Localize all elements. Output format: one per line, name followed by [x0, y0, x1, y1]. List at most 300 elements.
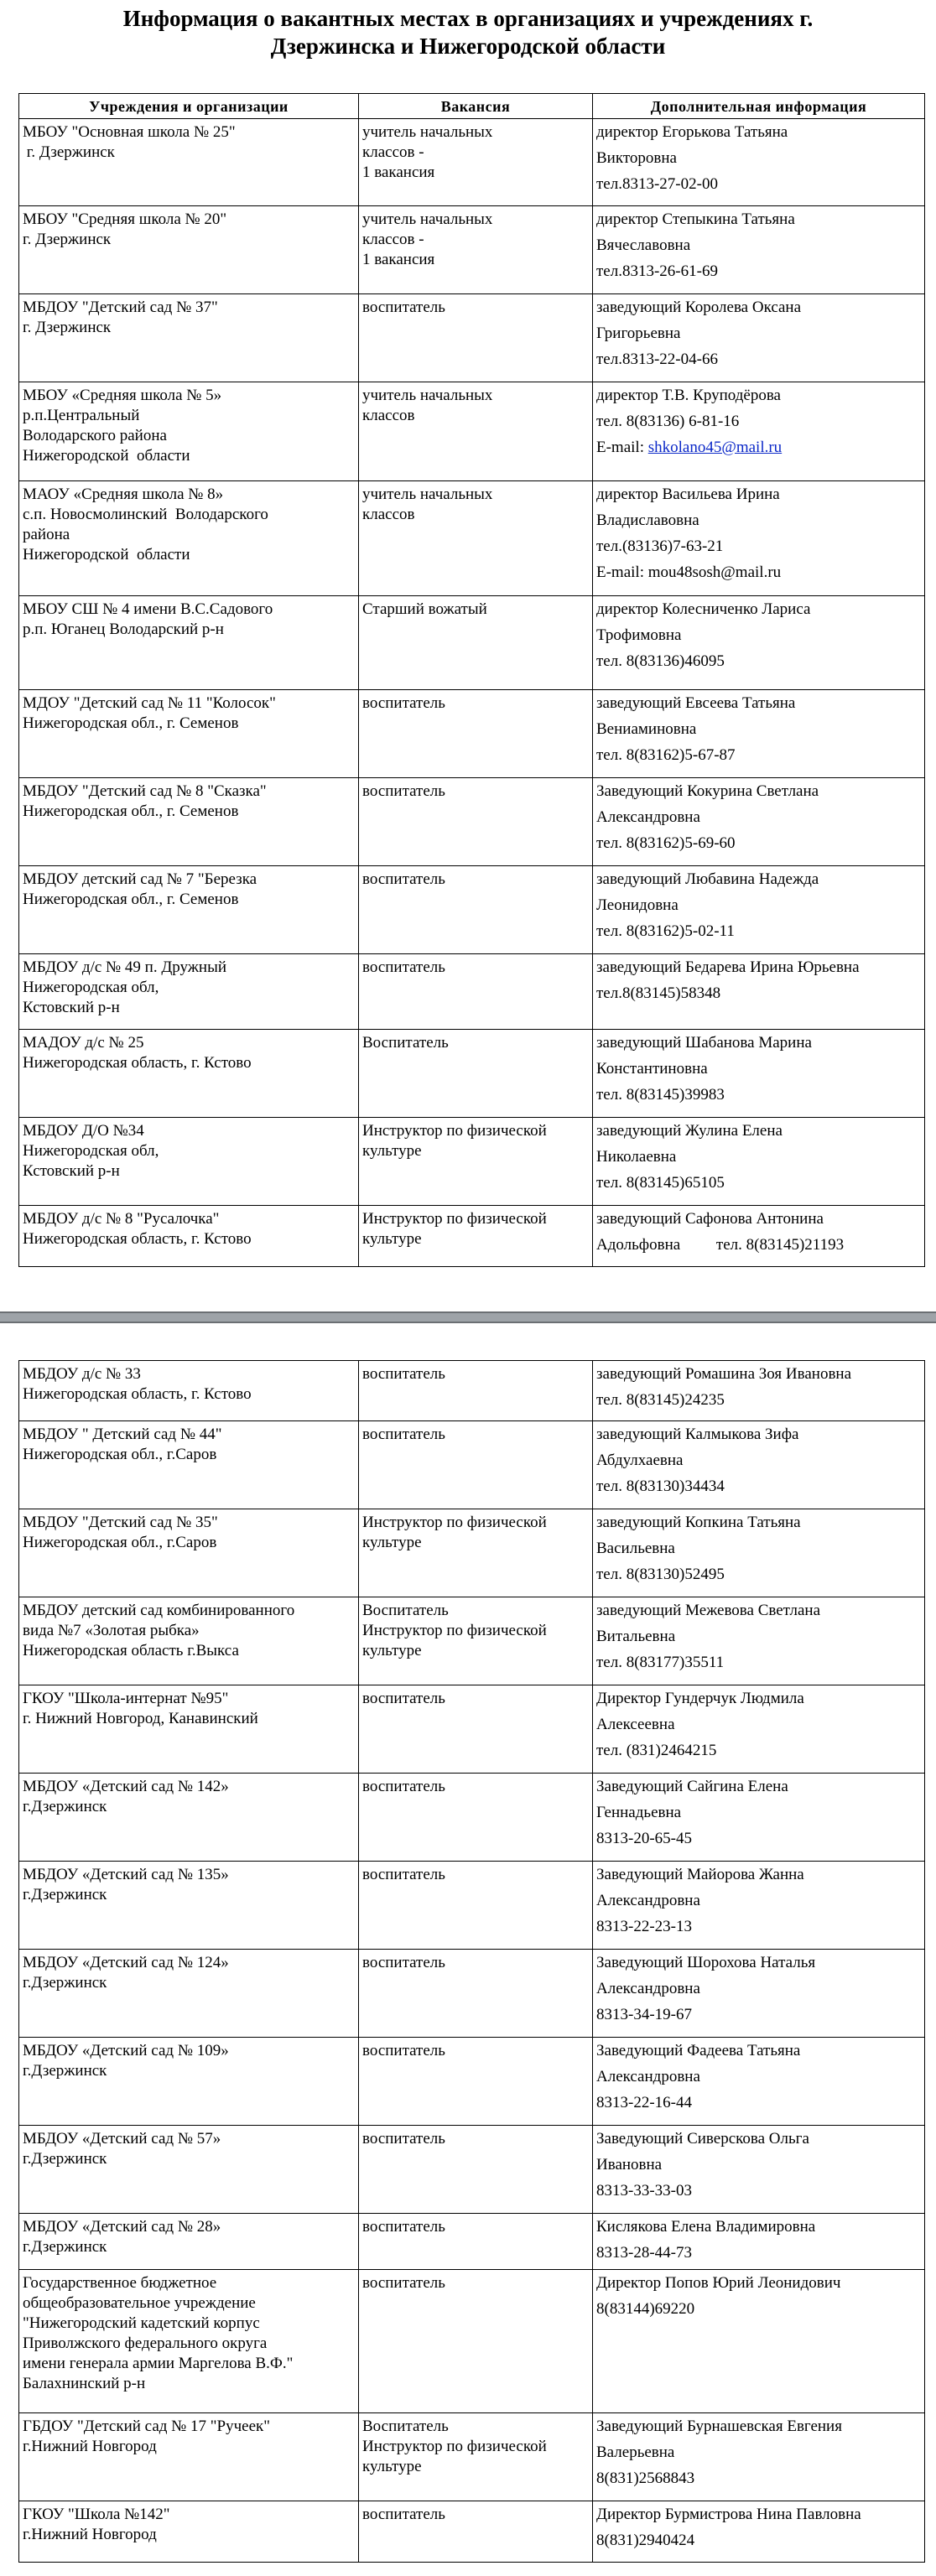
- info-line: заведующий Сафонова Антонина: [596, 1210, 824, 1228]
- vacancy-line: 1 вакансия: [362, 164, 435, 181]
- info-cell: [593, 1118, 925, 1206]
- vacancy-line: воспитатель: [362, 1866, 445, 1883]
- vacancy-line: воспитатель: [362, 299, 445, 316]
- info-line: 8313-34-19-67: [596, 2006, 692, 2023]
- org-line: Нижегородская область, г. Кстово: [23, 1230, 252, 1248]
- info-line: Директор Попов Юрий Леонидович: [596, 2274, 841, 2292]
- org-cell: [19, 2126, 359, 2214]
- info-line: Заведующий Кокурина Светлана: [596, 782, 819, 800]
- info-line: заведующий Ромашина Зоя Ивановна: [596, 1365, 852, 1383]
- org-cell: [19, 1509, 359, 1597]
- vacancy-line: культуре: [362, 2458, 422, 2475]
- info-cell: [593, 294, 925, 382]
- org-line: г. Нижний Новгород, Канавинский: [23, 1710, 258, 1727]
- vacancy-line: воспитатель: [362, 1690, 445, 1707]
- org-cell: [19, 119, 359, 206]
- vacancy-cell: [359, 1361, 593, 1421]
- info-line: тел.8313-22-04-66: [596, 351, 718, 368]
- table-row: [19, 1862, 925, 1950]
- info-line: 8(83144)69220: [596, 2300, 695, 2318]
- org-line: г.Дзержинск: [23, 2150, 107, 2168]
- info-line: Александровна: [596, 1980, 700, 1997]
- table-row: [19, 119, 925, 206]
- org-line: Нижегородская область, г. Кстово: [23, 1054, 252, 1072]
- info-line: 8(831)2940424: [596, 2532, 695, 2549]
- org-cell: [19, 1950, 359, 2038]
- info-line: Ивановна: [596, 2156, 663, 2174]
- org-line: г.Дзержинск: [23, 1974, 107, 1992]
- org-cell: [19, 1118, 359, 1206]
- vacancy-line: Воспитатель: [362, 1034, 449, 1052]
- info-line: Витальевна: [596, 1628, 676, 1645]
- org-line: г.Дзержинск: [23, 1886, 107, 1903]
- info-line: заведующий Межевова Светлана: [596, 1602, 821, 1619]
- vacancy-cell: [359, 1597, 593, 1685]
- org-cell: [19, 1361, 359, 1421]
- table-header-row: [19, 94, 925, 119]
- email-link[interactable]: shkolano45@mail.ru: [647, 439, 783, 456]
- org-line: МБОУ "Основная школа № 25": [23, 123, 236, 141]
- vacancy-table-part-1: [18, 93, 925, 1267]
- org-line: МБДОУ «Детский сад № 124»: [23, 1954, 229, 1971]
- vacancy-table-part-2: [18, 1360, 925, 2563]
- info-line: заведующий Евсеева Татьяна: [596, 694, 796, 712]
- table-row: [19, 294, 925, 382]
- vacancy-line: воспитатель: [362, 1778, 445, 1795]
- org-line: Нижегородская обл., г. Семенов: [23, 714, 239, 732]
- vacancy-line: Воспитатель: [362, 2418, 449, 2435]
- org-line: Нижегородская область, г. Кстово: [23, 1385, 252, 1403]
- vacancy-line: Инструктор по физической: [362, 1514, 547, 1531]
- info-line: Васильевна: [596, 1540, 675, 1557]
- vacancy-line: 1 вакансия: [362, 251, 435, 268]
- info-line: директор Колесниченко Лариса: [596, 600, 811, 618]
- info-line: Константиновна: [596, 1060, 708, 1078]
- org-cell: [19, 866, 359, 954]
- info-cell: [593, 382, 925, 481]
- info-line: заведующий Королева Оксана: [596, 299, 802, 316]
- info-cell: [593, 1421, 925, 1509]
- info-cell: [593, 2126, 925, 2214]
- info-line: тел. 8(83145)65105: [596, 1174, 725, 1192]
- org-line: Нижегородская обл., г.Саров: [23, 1446, 217, 1463]
- table-row: [19, 1118, 925, 1206]
- org-cell: [19, 2413, 359, 2501]
- table-row: [19, 2501, 925, 2563]
- info-line: Трофимовна: [596, 626, 682, 644]
- info-line: Адольфовна тел. 8(83145)21193: [596, 1236, 845, 1254]
- table-row: [19, 1950, 925, 2038]
- table-row: [19, 206, 925, 294]
- table-row: [19, 778, 925, 866]
- vacancy-line: классов -: [362, 143, 424, 161]
- vacancy-cell: [359, 1421, 593, 1509]
- info-line: Алексеевна: [596, 1716, 675, 1733]
- info-line: 8313-22-23-13: [596, 1918, 692, 1935]
- org-line: Нижегородская обл., г. Семенов: [23, 802, 239, 820]
- info-line: Владиславовна: [596, 512, 699, 529]
- vacancy-line: воспитатель: [362, 2274, 445, 2292]
- org-line: МБДОУ детский сад № 7 "Березка: [23, 870, 257, 888]
- org-line: г. Дзержинск: [23, 143, 115, 161]
- vacancy-line: культуре: [362, 1642, 422, 1659]
- info-line: тел.8(83145)58348: [596, 984, 721, 1002]
- org-line: г.Нижний Новгород: [23, 2526, 157, 2543]
- vacancy-line: воспитатель: [362, 1365, 445, 1383]
- vacancy-cell: [359, 1118, 593, 1206]
- org-line: Кстовский р-н: [23, 1162, 120, 1180]
- info-cell: [593, 2038, 925, 2126]
- info-line: тел. 8(83130)52495: [596, 1566, 725, 1583]
- title-line-2: Дзержинска и Нижегородской области: [270, 34, 666, 59]
- org-line: МБДОУ " Детский сад № 44": [23, 1426, 222, 1443]
- vacancy-line: воспитатель: [362, 958, 445, 976]
- table-row: [19, 866, 925, 954]
- info-cell: [593, 1361, 925, 1421]
- org-cell: [19, 778, 359, 866]
- vacancy-line: Инструктор по физической: [362, 1122, 547, 1140]
- info-line: тел. 8(83145)24235: [596, 1391, 725, 1409]
- vacancy-cell: [359, 1774, 593, 1862]
- info-line: директор Т.В. Круподёрова: [596, 387, 781, 404]
- org-line: Нижегородская обл., г.Саров: [23, 1534, 217, 1551]
- info-line: 8313-28-44-73: [596, 2244, 692, 2262]
- vacancy-cell: [359, 382, 593, 481]
- org-cell: [19, 1206, 359, 1267]
- info-line: Заведующий Майорова Жанна: [596, 1866, 804, 1883]
- vacancy-line: Инструктор по физической: [362, 1210, 547, 1228]
- info-line: Викторовна: [596, 149, 677, 167]
- org-line: МБОУ "Средняя школа № 20": [23, 210, 227, 228]
- info-line: Николаевна: [596, 1148, 677, 1166]
- info-cell: [593, 1774, 925, 1862]
- org-line: р.п. Юганец Володарский р-н: [23, 621, 224, 638]
- vacancy-cell: [359, 2214, 593, 2270]
- org-line: Кстовский р-н: [23, 999, 120, 1016]
- info-line: тел. 8(83136) 6-81-16: [596, 413, 740, 430]
- vacancy-line: воспитатель: [362, 2130, 445, 2148]
- vacancy-line: Инструктор по физической: [362, 2438, 547, 2455]
- email-line: [596, 434, 921, 460]
- org-cell: [19, 1421, 359, 1509]
- info-cell: [593, 2270, 925, 2413]
- info-line: Александровна: [596, 2068, 700, 2085]
- vacancy-line: Инструктор по физической: [362, 1622, 547, 1639]
- vacancy-cell: [359, 206, 593, 294]
- org-line: МАОУ «Средняя школа № 8»: [23, 486, 224, 503]
- org-line: МБДОУ «Детский сад № 142»: [23, 1778, 229, 1795]
- vacancy-line: воспитатель: [362, 2506, 445, 2523]
- page-break-divider: [0, 1311, 936, 1323]
- info-cell: [593, 119, 925, 206]
- vacancy-cell: [359, 2413, 593, 2501]
- org-line: "Нижегородский кадетский корпус: [23, 2314, 260, 2332]
- vacancy-cell: [359, 954, 593, 1030]
- table-row: [19, 2126, 925, 2214]
- email-prefix: E-mail:: [596, 439, 648, 456]
- info-cell: [593, 1950, 925, 2038]
- info-line: Валерьевна: [596, 2444, 675, 2461]
- info-line: заведующий Шабанова Марина: [596, 1034, 812, 1052]
- info-line: тел. 8(83136)46095: [596, 652, 725, 670]
- table-row: [19, 481, 925, 596]
- org-cell: [19, 2270, 359, 2413]
- header-org: Учреждения и организации: [19, 94, 359, 119]
- org-line: МБДОУ Д/О №34: [23, 1122, 144, 1140]
- vacancy-cell: [359, 2501, 593, 2563]
- info-line: 8313-22-16-44: [596, 2094, 692, 2111]
- table-row: [19, 1685, 925, 1774]
- info-cell: [593, 1030, 925, 1118]
- info-cell: [593, 1206, 925, 1267]
- org-line: Володарского района: [23, 427, 167, 444]
- vacancy-cell: [359, 119, 593, 206]
- table-row: [19, 1206, 925, 1267]
- org-line: Нижегородская обл,: [23, 979, 159, 996]
- org-line: МБДОУ "Детский сад № 37": [23, 299, 218, 316]
- org-cell: [19, 1774, 359, 1862]
- table-row: [19, 954, 925, 1030]
- org-cell: [19, 206, 359, 294]
- org-line: МБОУ СШ № 4 имени В.С.Садового: [23, 600, 273, 618]
- vacancy-line: воспитатель: [362, 782, 445, 800]
- info-line: Кислякова Елена Владимировна: [596, 2218, 816, 2236]
- org-cell: [19, 294, 359, 382]
- header-info: Дополнительная информация: [593, 94, 925, 119]
- org-line: общеобразовательное учреждение: [23, 2294, 256, 2312]
- vacancy-line: классов: [362, 407, 415, 424]
- org-line: г.Нижний Новгород: [23, 2438, 157, 2455]
- org-line: МБДОУ «Детский сад № 28»: [23, 2218, 221, 2236]
- info-line: Директор Гундерчук Людмила: [596, 1690, 804, 1707]
- vacancy-cell: [359, 690, 593, 778]
- org-line: МБДОУ д/с № 33: [23, 1365, 141, 1383]
- org-cell: [19, 2214, 359, 2270]
- org-line: Нижегородской области: [23, 546, 190, 564]
- vacancy-cell: [359, 1950, 593, 2038]
- vacancy-line: воспитатель: [362, 1426, 445, 1443]
- org-line: р.п.Центральный: [23, 407, 140, 424]
- info-line: заведующий Любавина Надежда: [596, 870, 819, 888]
- vacancy-line: Старший вожатый: [362, 600, 487, 618]
- table-row: [19, 1361, 925, 1421]
- org-line: Приволжского федерального округа: [23, 2334, 268, 2352]
- info-line: Вениаминовна: [596, 720, 697, 738]
- org-line: Нижегородская обл., г. Семенов: [23, 891, 239, 908]
- vacancy-cell: [359, 1685, 593, 1774]
- vacancy-cell: [359, 1206, 593, 1267]
- org-line: МБДОУ "Детский сад № 8 "Сказка": [23, 782, 267, 800]
- org-line: района: [23, 526, 70, 543]
- org-cell: [19, 382, 359, 481]
- table-row: [19, 1597, 925, 1685]
- vacancy-line: воспитатель: [362, 1954, 445, 1971]
- org-cell: [19, 2501, 359, 2563]
- info-cell: [593, 206, 925, 294]
- org-line: МБДОУ "Детский сад № 35": [23, 1514, 218, 1531]
- org-line: МБДОУ «Детский сад № 109»: [23, 2042, 229, 2059]
- info-line: тел. 8(83130)34434: [596, 1478, 725, 1495]
- org-cell: [19, 596, 359, 690]
- info-line: тел. 8(83162)5-67-87: [596, 746, 736, 764]
- org-cell: [19, 1862, 359, 1950]
- vacancy-line: воспитатель: [362, 2042, 445, 2059]
- info-line: тел.8313-27-02-00: [596, 175, 718, 193]
- info-line: тел. 8(83177)35511: [596, 1654, 725, 1671]
- table-row: [19, 596, 925, 690]
- info-line: Леонидовна: [596, 896, 679, 914]
- vacancy-cell: [359, 1862, 593, 1950]
- info-cell: [593, 866, 925, 954]
- vacancy-cell: [359, 1030, 593, 1118]
- info-line: 8313-20-65-45: [596, 1830, 692, 1847]
- vacancy-line: учитель начальных: [362, 210, 493, 228]
- vacancy-line: воспитатель: [362, 694, 445, 712]
- vacancy-line: культуре: [362, 1534, 422, 1551]
- info-line: 8(831)2568843: [596, 2470, 695, 2487]
- org-line: с.п. Новосмолинский Володарского: [23, 506, 268, 523]
- vacancy-cell: [359, 2270, 593, 2413]
- info-cell: [593, 1685, 925, 1774]
- info-cell: [593, 1597, 925, 1685]
- vacancy-cell: [359, 1509, 593, 1597]
- info-line: тел. 8(83145)39983: [596, 1086, 725, 1104]
- info-line: Александровна: [596, 808, 700, 826]
- info-cell: [593, 1509, 925, 1597]
- info-line: директор Васильева Ирина: [596, 486, 780, 503]
- org-line: г. Дзержинск: [23, 231, 112, 248]
- vacancy-line: культуре: [362, 1142, 422, 1160]
- org-line: имени генерала армии Маргелова В.Ф.": [23, 2355, 294, 2372]
- org-cell: [19, 1030, 359, 1118]
- info-line: заведующий Бедарева Ирина Юрьевна: [596, 958, 860, 976]
- org-line: Балахнинский р-н: [23, 2375, 146, 2392]
- org-line: вида №7 «Золотая рыбка»: [23, 1622, 200, 1639]
- page-title: [0, 5, 936, 60]
- vacancy-line: воспитатель: [362, 2218, 445, 2236]
- table-row: [19, 1509, 925, 1597]
- vacancy-line: классов -: [362, 231, 424, 248]
- org-cell: [19, 1597, 359, 1685]
- org-line: МБДОУ детский сад комбинированного: [23, 1602, 295, 1619]
- info-line: директор Егорькова Татьяна: [596, 123, 788, 141]
- info-line: заведующий Жулина Елена: [596, 1122, 783, 1140]
- vacancy-cell: [359, 2038, 593, 2126]
- org-line: г.Дзержинск: [23, 1798, 107, 1815]
- info-line: Заведующий Бурнашевская Евгения: [596, 2418, 842, 2435]
- org-cell: [19, 1685, 359, 1774]
- org-line: Нижегородской области: [23, 447, 190, 465]
- info-line: 8313-33-33-03: [596, 2182, 692, 2199]
- table-row: [19, 1030, 925, 1118]
- table-row: [19, 2270, 925, 2413]
- info-line: Григорьевна: [596, 325, 681, 342]
- org-line: МБДОУ д/с № 8 "Русалочка": [23, 1210, 220, 1228]
- info-line: тел. 8(83162)5-69-60: [596, 834, 736, 852]
- org-line: ГБДОУ "Детский сад № 17 "Ручеек": [23, 2418, 271, 2435]
- vacancy-cell: [359, 294, 593, 382]
- info-cell: [593, 690, 925, 778]
- vacancy-line: культуре: [362, 1230, 422, 1248]
- info-line: тел. (831)2464215: [596, 1742, 717, 1759]
- info-cell: [593, 2413, 925, 2501]
- info-line: Вячеславовна: [596, 236, 691, 254]
- info-cell: [593, 954, 925, 1030]
- table-row: [19, 2038, 925, 2126]
- vacancy-line: воспитатель: [362, 870, 445, 888]
- vacancy-line: учитель начальных: [362, 387, 493, 404]
- vacancy-cell: [359, 596, 593, 690]
- info-line: Заведующий Фадеева Татьяна: [596, 2042, 801, 2059]
- org-cell: [19, 690, 359, 778]
- org-cell: [19, 954, 359, 1030]
- org-cell: [19, 2038, 359, 2126]
- org-line: г. Дзержинск: [23, 319, 112, 336]
- info-cell: [593, 2214, 925, 2270]
- vacancy-cell: [359, 778, 593, 866]
- org-line: Нижегородская область г.Выкса: [23, 1642, 239, 1659]
- vacancy-line: классов: [362, 506, 415, 523]
- org-line: г.Дзержинск: [23, 2238, 107, 2256]
- info-cell: [593, 778, 925, 866]
- info-line: директор Степыкина Татьяна: [596, 210, 795, 228]
- vacancy-cell: [359, 2126, 593, 2214]
- info-line: тел. 8(83162)5-02-11: [596, 922, 735, 940]
- vacancy-cell: [359, 481, 593, 596]
- org-line: ГКОУ "Школа-интернат №95": [23, 1690, 229, 1707]
- org-line: МБОУ «Средняя школа № 5»: [23, 387, 222, 404]
- table-row: [19, 1421, 925, 1509]
- info-line: Заведующий Сайгина Елена: [596, 1778, 788, 1795]
- info-line: E-mail: mou48sosh@mail.ru: [596, 564, 782, 581]
- info-line: заведующий Калмыкова Зифа: [596, 1426, 799, 1443]
- org-line: Нижегородская обл,: [23, 1142, 159, 1160]
- info-line: Геннадьевна: [596, 1804, 682, 1821]
- table-row: [19, 2214, 925, 2270]
- table-row: [19, 382, 925, 481]
- info-cell: [593, 596, 925, 690]
- org-line: г.Дзержинск: [23, 2062, 107, 2080]
- table-row: [19, 690, 925, 778]
- info-cell: [593, 481, 925, 596]
- header-vacancy: Вакансия: [359, 94, 593, 119]
- org-line: ГКОУ "Школа №142": [23, 2506, 170, 2523]
- org-line: МБДОУ д/с № 49 п. Дружный: [23, 958, 227, 976]
- info-line: тел.(83136)7-63-21: [596, 538, 724, 555]
- table-row: [19, 2413, 925, 2501]
- info-line: Заведующий Сиверскова Ольга: [596, 2130, 809, 2148]
- vacancy-line: учитель начальных: [362, 486, 493, 503]
- vacancy-line: учитель начальных: [362, 123, 493, 141]
- org-cell: [19, 481, 359, 596]
- info-line: Абдулхаевна: [596, 1452, 684, 1469]
- info-cell: [593, 1862, 925, 1950]
- org-line: МБДОУ «Детский сад № 57»: [23, 2130, 221, 2148]
- info-line: заведующий Копкина Татьяна: [596, 1514, 801, 1531]
- org-line: МДОУ "Детский сад № 11 "Колосок": [23, 694, 276, 712]
- info-line: Заведующий Шорохова Наталья: [596, 1954, 816, 1971]
- info-line: тел.8313-26-61-69: [596, 262, 718, 280]
- table-row: [19, 1774, 925, 1862]
- vacancy-line: Воспитатель: [362, 1602, 449, 1619]
- title-line-1: Информация о вакантных местах в организациях и учреждениях г.: [122, 6, 814, 31]
- info-line: Александровна: [596, 1892, 700, 1909]
- org-line: МАДОУ д/с № 25: [23, 1034, 144, 1052]
- info-line: Директор Бурмистрова Нина Павловна: [596, 2506, 861, 2523]
- vacancy-cell: [359, 866, 593, 954]
- info-cell: [593, 2501, 925, 2563]
- org-line: Государственное бюджетное: [23, 2274, 217, 2292]
